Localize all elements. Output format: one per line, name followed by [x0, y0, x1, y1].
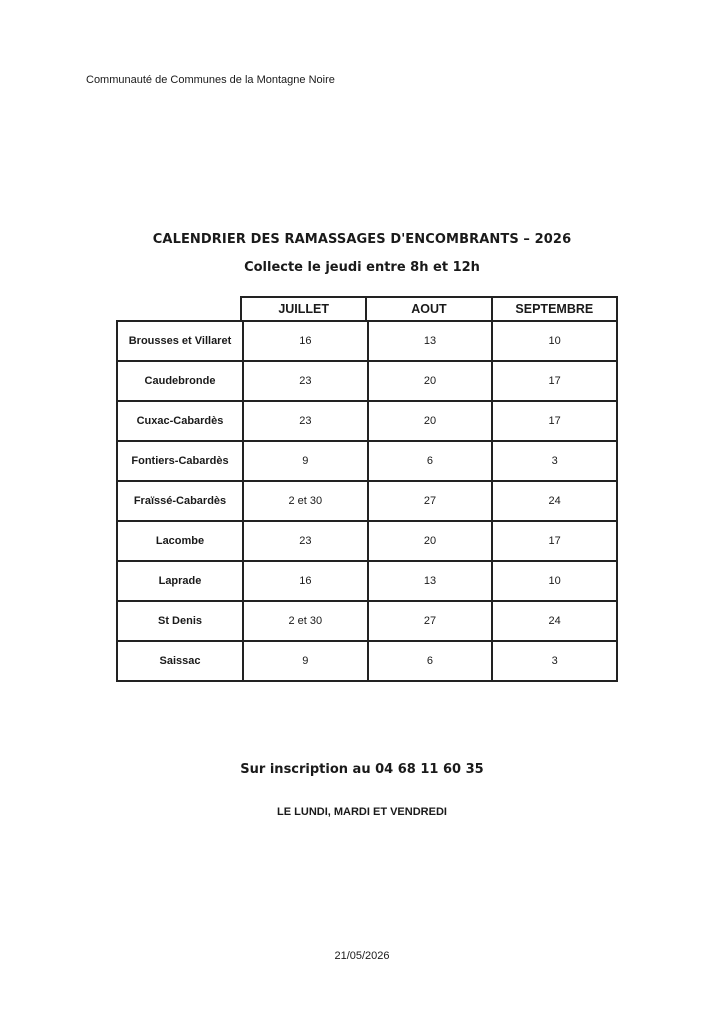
august-date: 13 — [368, 561, 493, 601]
table-row — [117, 441, 617, 481]
table-row — [117, 361, 617, 401]
august-date: 20 — [368, 521, 493, 561]
document-subtitle: Collecte le jeudi entre 8h et 12h — [244, 260, 480, 275]
august-date: 13 — [368, 321, 493, 361]
table-row — [117, 321, 617, 361]
town-name: Brousses et Villaret — [117, 321, 243, 361]
september-date: 10 — [492, 321, 617, 361]
september-date: 3 — [492, 441, 617, 481]
collection-schedule-table — [116, 320, 618, 682]
table-row — [117, 601, 617, 641]
july-date: 2 et 30 — [243, 601, 368, 641]
august-date: 20 — [368, 361, 493, 401]
august-date: 6 — [368, 441, 493, 481]
table-row — [117, 561, 617, 601]
town-name: Caudebronde — [117, 361, 243, 401]
september-date: 24 — [492, 601, 617, 641]
august-date: 6 — [368, 641, 493, 681]
town-name: Lacombe — [117, 521, 243, 561]
document-title: CALENDRIER DES RAMASSAGES D'ENCOMBRANTS – 2026 — [152, 232, 572, 247]
table-row — [117, 641, 617, 681]
september-date: 10 — [492, 561, 617, 601]
july-date: 16 — [243, 321, 368, 361]
document-date: 21/05/2026 — [334, 950, 390, 962]
month-header-august: AOUT — [367, 298, 492, 320]
month-header-row — [240, 296, 618, 320]
july-date: 23 — [243, 521, 368, 561]
town-name: Laprade — [117, 561, 243, 601]
september-date: 17 — [492, 361, 617, 401]
month-header-july: JUILLET — [242, 298, 367, 320]
table-row — [117, 481, 617, 521]
september-date: 17 — [492, 401, 617, 441]
town-name: Cuxac-Cabardès — [117, 401, 243, 441]
august-date: 27 — [368, 481, 493, 521]
town-name: Fraïssé-Cabardès — [117, 481, 243, 521]
registration-phone: Sur inscription au 04 68 11 60 35 — [240, 762, 484, 777]
september-date: 3 — [492, 641, 617, 681]
table-row — [117, 401, 617, 441]
july-date: 23 — [243, 361, 368, 401]
registration-days: LE LUNDI, MARDI ET VENDREDI — [277, 806, 447, 818]
september-date: 24 — [492, 481, 617, 521]
town-name: Fontiers-Cabardès — [117, 441, 243, 481]
organization-name: Communauté de Communes de la Montagne Noire — [86, 74, 335, 86]
september-date: 17 — [492, 521, 617, 561]
july-date: 2 et 30 — [243, 481, 368, 521]
august-date: 27 — [368, 601, 493, 641]
july-date: 16 — [243, 561, 368, 601]
august-date: 20 — [368, 401, 493, 441]
month-header-september: SEPTEMBRE — [515, 302, 594, 316]
july-date: 23 — [243, 401, 368, 441]
july-date: 9 — [243, 441, 368, 481]
town-name: St Denis — [117, 601, 243, 641]
table-row — [117, 521, 617, 561]
town-name: Saissac — [117, 641, 243, 681]
july-date: 9 — [243, 641, 368, 681]
